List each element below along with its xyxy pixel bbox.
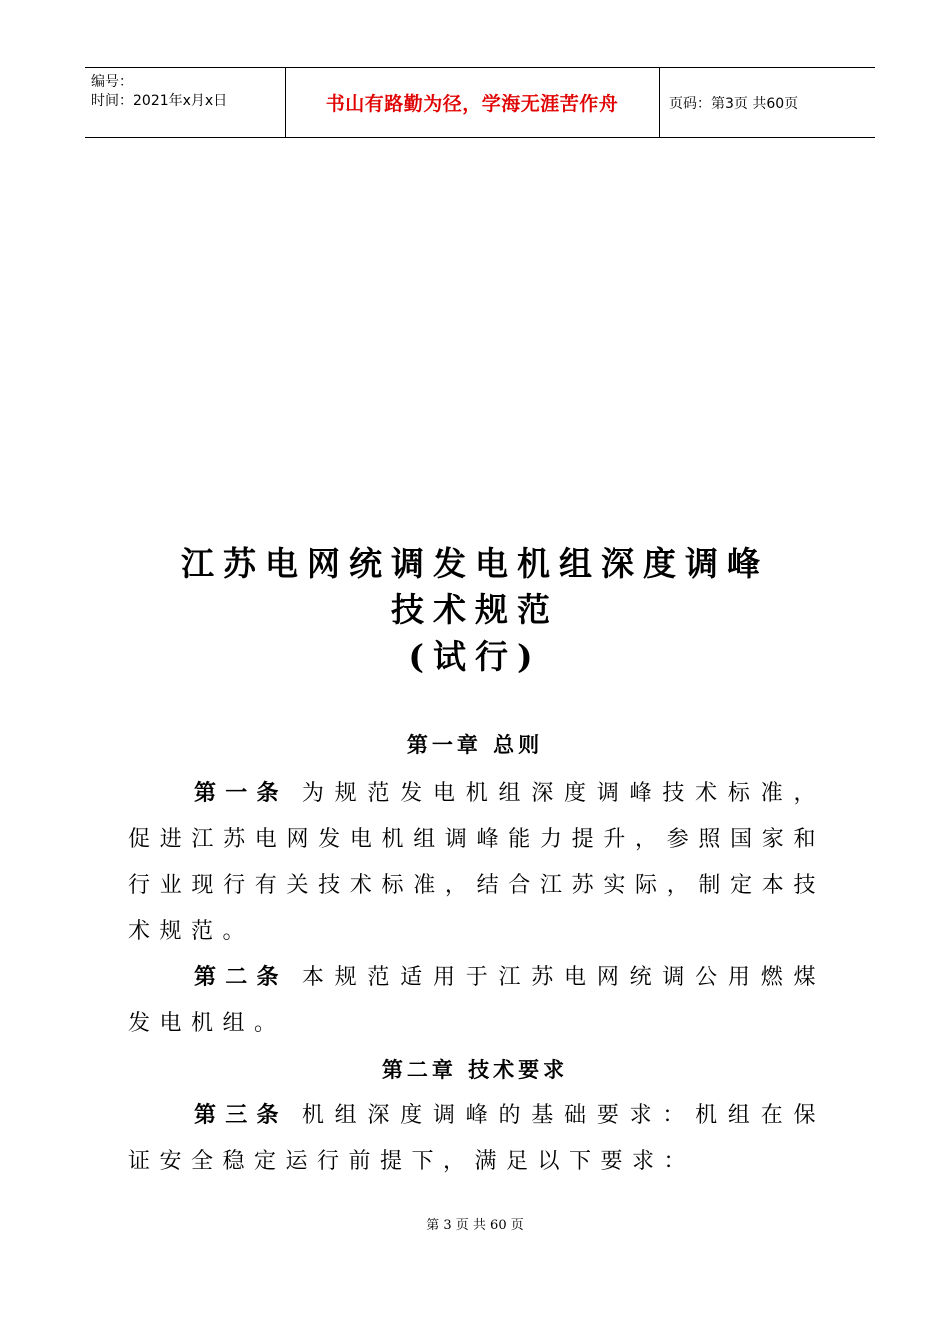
article-text: 机组深度调峰的基础要求：机组在保证安全稳定运行前提下，满足以下要求：	[128, 1103, 825, 1174]
document-number-label: 编号：	[91, 74, 133, 90]
article-text: 本规范适用于江苏电网统调公用燃煤发电机组。	[128, 965, 825, 1036]
header-meta	[91, 73, 227, 111]
article-label: 第三条	[194, 1103, 288, 1128]
chapter-heading: 第一章 总则	[406, 733, 544, 757]
document-title-line-3: (试行)	[408, 637, 542, 676]
article-paragraph	[128, 1093, 825, 1185]
document-title-line-2: 技术规范	[391, 590, 559, 629]
chapter-heading: 第二章 技术要求	[381, 1058, 569, 1082]
article-paragraph	[128, 771, 825, 955]
document-date: 时间：2021年x月x日	[91, 93, 228, 109]
document-header	[85, 67, 875, 138]
header-divider	[659, 68, 660, 137]
article-label: 第一条	[194, 781, 288, 806]
header-page-info: 页码：第3页 共60页	[669, 95, 799, 112]
header-motto: 书山有路勤为径，学海无涯苦作舟	[325, 93, 619, 115]
article-paragraph	[128, 955, 825, 1047]
article-label: 第二条	[194, 965, 288, 990]
page-footer: 第 3 页 共 60 页	[426, 1218, 524, 1233]
document-title-line-1: 江苏电网统调发电机组深度调峰	[181, 544, 769, 583]
article-text: 为规范发电机组深度调峰技术标准，促进江苏电网发电机组调峰能力提升，参照国家和行业现行有关技术标准，结合江苏实际，制定本技术规范。	[128, 781, 825, 944]
